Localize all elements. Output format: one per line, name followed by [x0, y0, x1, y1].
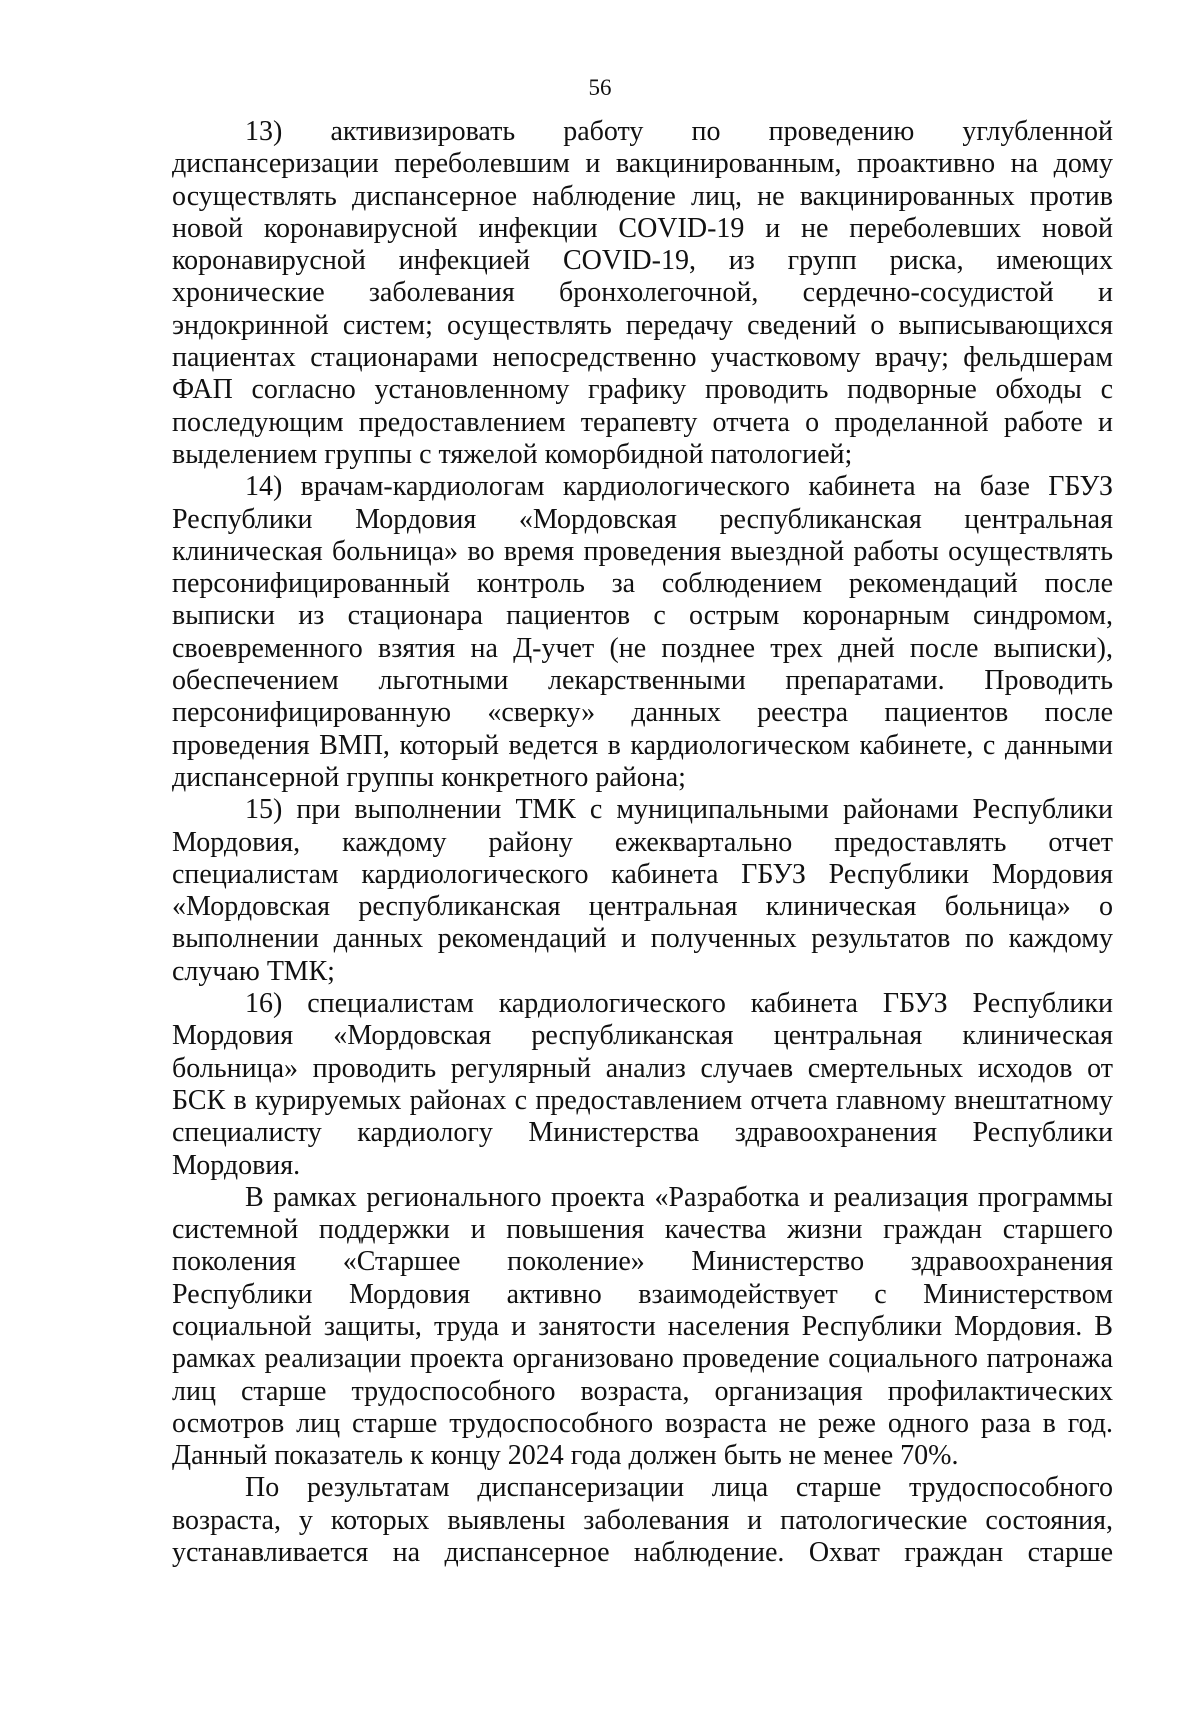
- text-line: Данный показатель к концу 2024 года должен быть не менее 70%.: [172, 1440, 959, 1472]
- text-line: диспансеризации переболевшим и вакцинированным, проактивно на дому: [172, 148, 1113, 180]
- text-line: лиц старше трудоспособного возраста, организация профилактических: [172, 1375, 1113, 1407]
- text-line: специалисту кардиологу Министерства здравоохранения Республики: [172, 1117, 1113, 1149]
- text-line: возраста, у которых выявлены заболевания и патологические состояния,: [172, 1504, 1113, 1536]
- document-body: [172, 116, 1113, 1569]
- text-line: Республики Мордовия активно взаимодействует с Министерством: [172, 1278, 1113, 1310]
- text-line: эндокринной систем; осуществлять передачу сведений о выписывающихся: [172, 309, 1113, 341]
- text-line: 15) при выполнении ТМК с муниципальными районами Республики: [245, 794, 1113, 826]
- text-line: проведения ВМП, который ведется в кардиологическом кабинете, с данными: [172, 729, 1113, 761]
- text-line: выделением группы с тяжелой коморбидной патологией;: [172, 438, 853, 470]
- page-number: 56: [588, 75, 612, 100]
- text-line: 16) специалистам кардиологического кабинета ГБУЗ Республики: [245, 988, 1113, 1020]
- text-line: диспансерной группы конкретного района;: [172, 761, 686, 793]
- text-line: больница» проводить регулярный анализ случаев смертельных исходов от: [172, 1052, 1113, 1084]
- text-line: 13) активизировать работу по проведению углубленной: [245, 116, 1113, 147]
- text-line: персонифицированную «сверку» данных реестра пациентов после: [172, 697, 1113, 729]
- text-line: персонифицированный контроль за соблюдением рекомендаций после: [172, 568, 1113, 600]
- text-line: По результатам диспансеризации лица старше трудоспособного: [245, 1472, 1113, 1504]
- text-line: Республики Мордовия «Мордовская республиканская центральная: [172, 503, 1113, 535]
- text-line: Мордовия, каждому району ежеквартально предоставлять отчет: [172, 826, 1113, 858]
- text-line: 14) врачам-кардиологам кардиологического кабинета на базе ГБУЗ: [245, 471, 1113, 503]
- text-line: социальной защиты, труда и занятости населения Республики Мордовия. В: [172, 1310, 1113, 1342]
- text-line: выполнении данных рекомендаций и полученных результатов по каждому: [172, 923, 1113, 955]
- text-line: Мордовия.: [172, 1149, 301, 1181]
- text-line: осуществлять диспансерное наблюдение лиц, не вакцинированных против: [172, 180, 1113, 212]
- text-line: последующим предоставлением терапевту отчета о проделанной работе и: [172, 406, 1113, 438]
- text-line: рамках реализации проекта организовано проведение социального патронажа: [172, 1343, 1113, 1375]
- text-line: устанавливается на диспансерное наблюдение. Охват граждан старше: [172, 1537, 1113, 1569]
- text-line: специалистам кардиологического кабинета ГБУЗ Республики Мордовия: [172, 858, 1113, 890]
- text-line: осмотров лиц старше трудоспособного возраста не реже одного раза в год.: [172, 1407, 1113, 1439]
- text-line: ФАП согласно установленному графику проводить подворные обходы с: [172, 374, 1113, 406]
- text-line: клиническая больница» во время проведения выездной работы осуществлять: [172, 535, 1113, 567]
- text-line: В рамках регионального проекта «Разработка и реализация программы: [245, 1181, 1113, 1213]
- text-line: своевременного взятия на Д-учет (не позднее трех дней после выписки),: [172, 632, 1113, 664]
- text-line: случаю ТМК;: [172, 955, 335, 987]
- text-line: хронические заболевания бронхолегочной, сердечно-сосудистой и: [172, 277, 1113, 309]
- text-line: пациентах стационарами непосредственно участковому врачу; фельдшерам: [172, 342, 1113, 374]
- text-line: БСК в курируемых районах с предоставлением отчета главному внештатному: [172, 1084, 1113, 1116]
- text-line: «Мордовская республиканская центральная клиническая больница» о: [172, 891, 1113, 923]
- text-line: обеспечением льготными лекарственными препаратами. Проводить: [172, 665, 1113, 697]
- text-line: системной поддержки и повышения качества жизни граждан старшего: [172, 1214, 1113, 1246]
- text-line: поколения «Старшее поколение» Министерство здравоохранения: [172, 1246, 1113, 1278]
- text-line: выписки из стационара пациентов с острым коронарным синдромом,: [172, 600, 1113, 632]
- text-line: новой коронавирусной инфекции COVID-19 и не переболевших новой: [172, 212, 1113, 244]
- text-line: коронавирусной инфекцией COVID-19, из групп риска, имеющих: [172, 245, 1113, 277]
- text-line: Мордовия «Мордовская республиканская центральная клиническая: [172, 1020, 1113, 1052]
